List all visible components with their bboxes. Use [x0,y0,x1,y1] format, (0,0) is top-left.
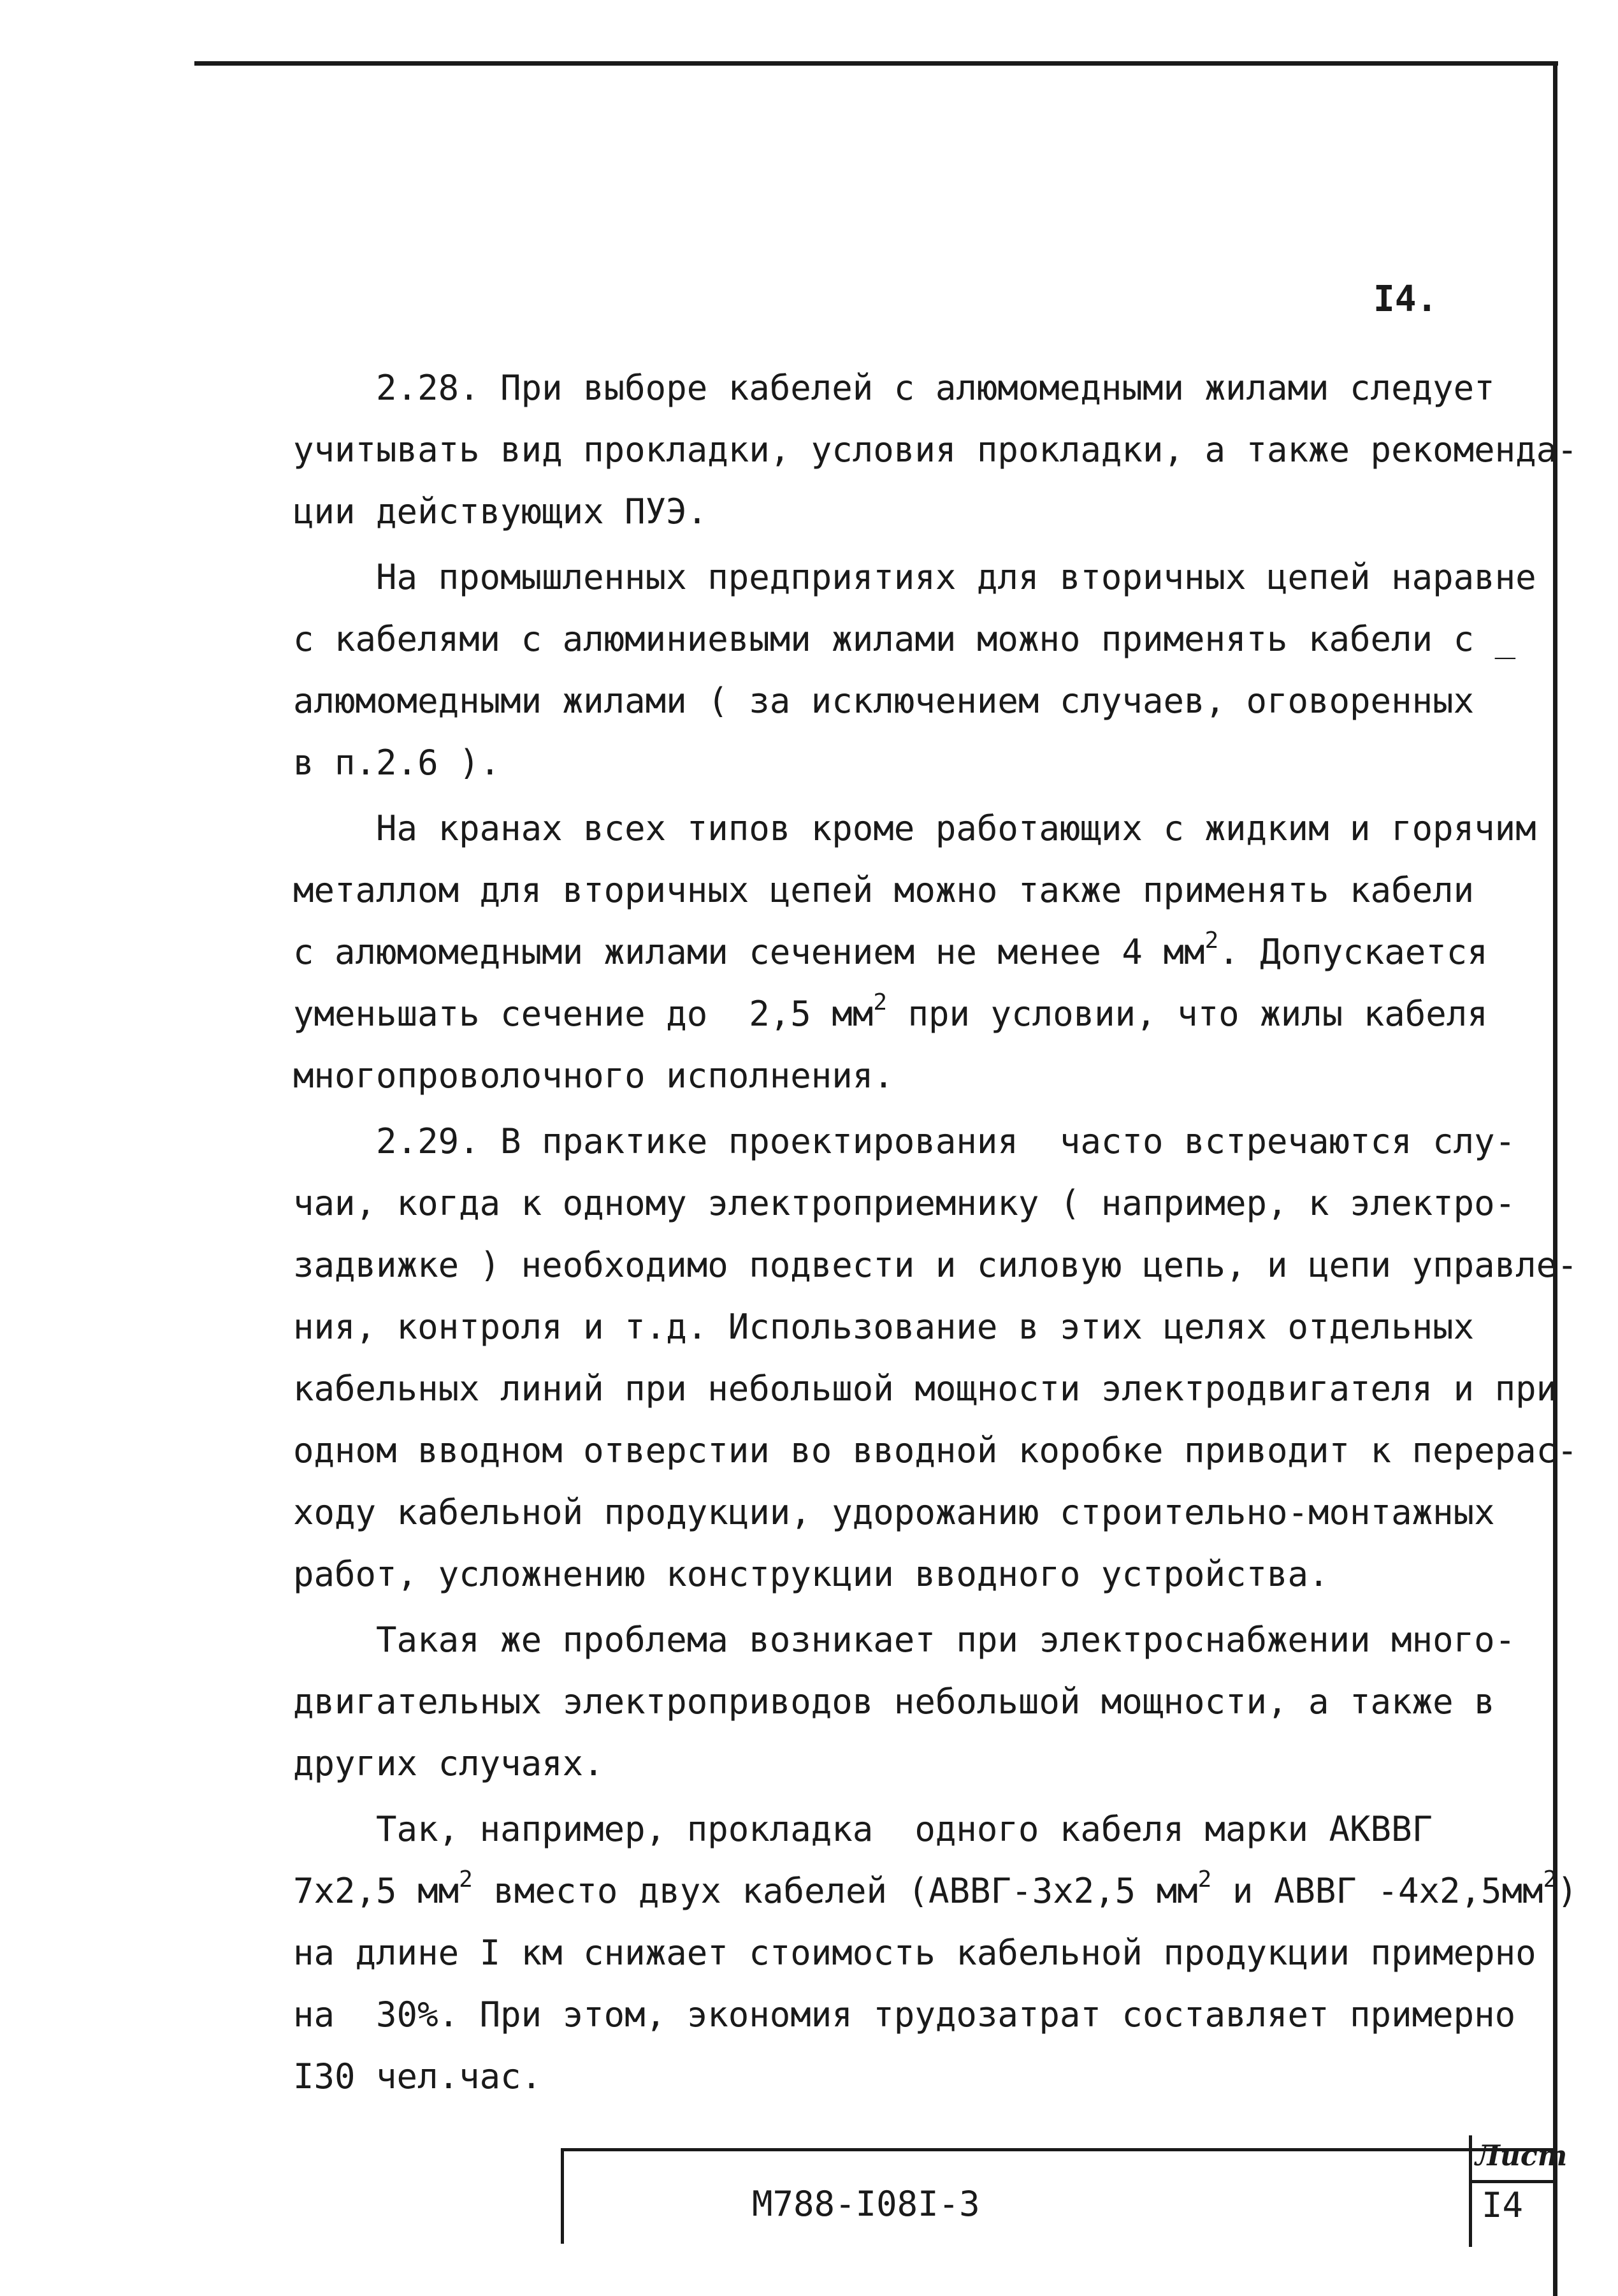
text-segment: с кабелями с алюминиевыми жилами можно применять кабели с _ [293,619,1516,659]
text-line [293,1358,1557,1420]
text-segment: двигательных электроприводов небольшой мощности, а также в [293,1682,1495,1722]
text-segment: 2.28. При выборе кабелей с алюмомедными жилами следует [293,368,1495,408]
text-segment: ) [1557,1871,1578,1911]
text-segment: I30 чел.час. [293,2056,542,2096]
text-segment: и АВВГ -4х2,5мм [1211,1871,1543,1911]
page-frame-top-border [194,61,1558,66]
text-line [293,797,1542,859]
text-line [293,2045,1542,2107]
page-frame-right-border [1553,64,1557,2296]
text-line [293,1172,1542,1234]
text-segment: алюмомедными жилами ( за исключением случаев, оговоренных [293,681,1475,721]
text-segment: вместо двух кабелей (АВВГ-3х2,5 мм [472,1871,1198,1911]
text-segment: работ, усложнению конструкции вводного устройства. [293,1554,1329,1594]
text-segment: на длине I км снижает стоимость кабельной продукции примерно [293,1933,1536,1973]
text-line [293,481,1542,542]
text-line [293,608,1542,670]
text-line [293,1860,1578,1922]
superscript-text: 2 [1543,1866,1557,1893]
text-line [293,859,1542,921]
title-block-top-border [561,2148,1555,2151]
superscript-text: 2 [459,1866,473,1893]
text-segment: ходу кабельной продукции, удорожанию строительно-монтажных [293,1492,1495,1532]
text-segment: уменьшать сечение до 2,5 мм [293,994,874,1034]
text-segment: Такая же проблема возникает при электроснабжении много- [293,1620,1516,1660]
superscript-text: 2 [873,989,887,1015]
text-segment: 2.29. В практике проектирования часто встречаются слу- [293,1121,1516,1161]
text-line [293,419,1578,481]
text-line [293,357,1542,419]
text-segment: учитывать вид прокладки, условия прокладки, а также рекоменда- [293,430,1578,470]
sheet-number: I4 [1482,2185,1524,2225]
text-segment: На промышленных предприятиях для вторичных цепей наравне [293,557,1536,597]
text-line [293,1045,1542,1107]
text-line [293,983,1542,1045]
superscript-text: 2 [1204,927,1219,954]
text-line [293,1733,1542,1794]
text-line [293,1296,1542,1358]
text-segment: На кранах всех типов кроме работающих с жидким и горячим [293,808,1536,848]
superscript-text: 2 [1197,1866,1212,1893]
text-segment: многопроволочного исполнения. [293,1056,894,1096]
text-line [293,1234,1578,1296]
text-line [293,1110,1542,1172]
text-line [293,1609,1542,1671]
text-line [293,1798,1542,1860]
text-segment: Так, например, прокладка одного кабеля марки АКВВГ [293,1809,1433,1849]
text-line [293,1420,1578,1481]
title-block-left-border [561,2148,564,2244]
text-segment: ния, контроля и т.д. Использование в этих целях отдельных [293,1307,1475,1347]
text-line [293,1922,1542,1984]
text-line [293,1984,1542,2045]
text-line [293,670,1542,732]
text-segment: на 30%. При этом, экономия трудозатрат составляет примерно [293,1994,1516,2035]
text-segment: металлом для вторичных цепей можно также применять кабели [293,870,1475,910]
text-line [293,1543,1542,1605]
text-segment: кабельных линий при небольшой мощности электродвигателя и при [293,1369,1557,1409]
text-segment: с алюмомедными жилами сечением не менее 4 мм [293,932,1205,972]
text-segment: ции действующих ПУЭ. [293,491,708,532]
document-body-text [293,357,1578,2107]
text-segment: . Допускается [1218,932,1488,972]
document-code: М788-I08I-3 [752,2184,980,2224]
text-segment: 7х2,5 мм [293,1871,459,1911]
text-line [293,921,1542,983]
text-line [293,732,1542,794]
sheet-label: Лист [1475,2140,1568,2172]
text-segment: других случаях. [293,1743,604,1784]
text-segment: чаи, когда к одному электроприемнику ( например, к электро- [293,1183,1516,1223]
page-number: I4. [1373,279,1438,320]
sheet-box-divider [1469,2180,1555,2183]
text-segment: в п.2.6 ). [293,743,501,783]
text-segment: задвижке ) необходимо подвести и силовую цепь, и цепи управле- [293,1245,1578,1285]
text-segment: при условии, что жилы кабеля [887,994,1488,1034]
text-line [293,1671,1542,1733]
text-line [293,1481,1542,1543]
text-line [293,546,1542,608]
text-segment: одном вводном отверстии во вводной коробке приводит к перерас- [293,1430,1578,1471]
